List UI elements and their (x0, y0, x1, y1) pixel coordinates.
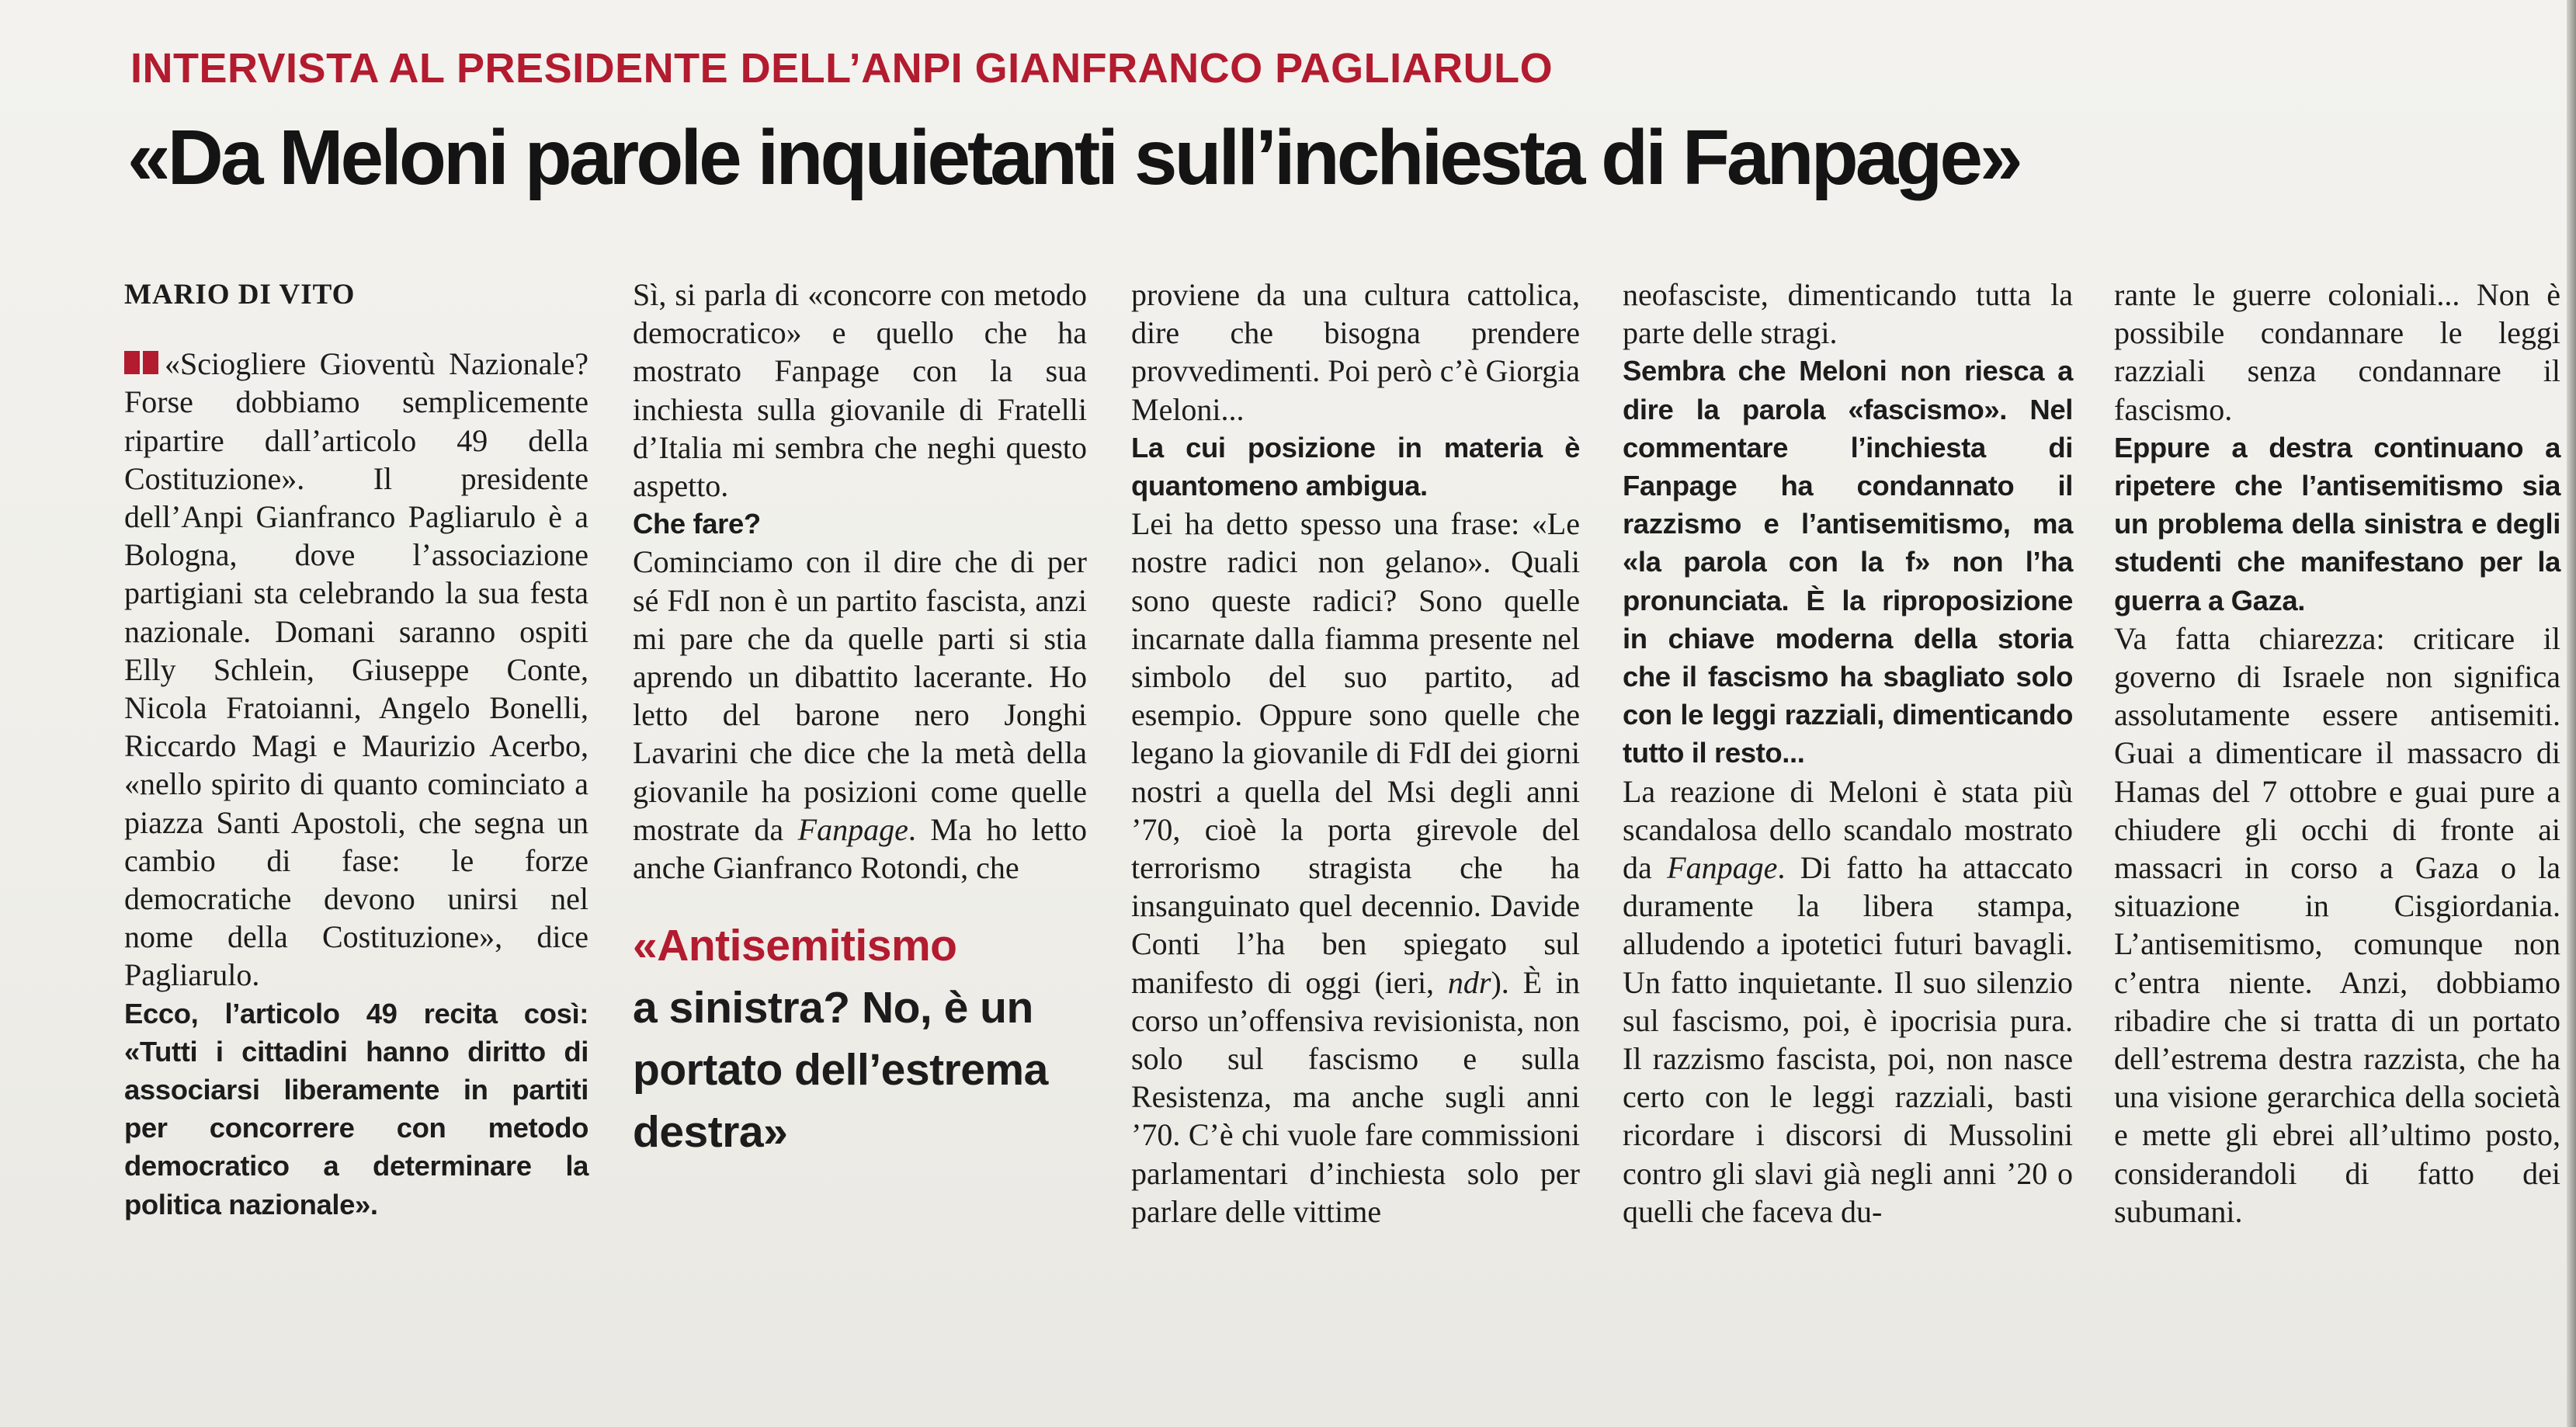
paragraph-text: . Ma ho letto anche Gianfranco Rotondi, che (633, 811, 1087, 886)
pull-quote-text: a sinistra? No, è un portato dell’estrema destra» (633, 983, 1048, 1158)
paragraph-text: La reazione di Meloni è stata più scandalosa dello scandalo mostrato da (1623, 773, 2073, 886)
paragraph-text: Lei ha detto spesso una frase: «Le nostre radici non gelano». Quali sono queste radici? Sono quelle incarnate dalla fiamma presente nel simbolo del suo partito, ad esempio. Oppure sono quelle che legano la giovanile di FdI dei giorni nostri a quella del Msi degli anni ’70, cioè la porta girevole del terrorismo stragista che ha insanguinato quel decennio. Davide Conti l’ha ben spiegato sul manifesto di oggi (ieri, (1131, 506, 1580, 1000)
paragraph-text: . Di fatto ha attaccato duramente la libera stampa, alludendo a ipotetici futuri bavagli. Un fatto inquietante. Il suo silenzio sul fascismo, poi, è ipocrisia pura. Il razzismo fascista, poi, non nasce certo con le leggi razziali, basti ricordare i discorsi di Mussolini contro gli slavi già negli anni ’20 o quelli che faceva du- (1623, 850, 2073, 1229)
paragraph (633, 543, 1087, 887)
paragraph-text: ). È in corso un’offensiva revisionista, non solo sul fascismo e sulla Resistenza, ma anche sugli anni ’70. C’è chi vuole fare commissioni parlamentari d’inchiesta solo per parlare delle vittime (1131, 964, 1580, 1229)
paragraph: proviene da una cultura cattolica, dire che bisogna prendere provvedimenti. Poi però c’è Giorgia Meloni... (1131, 277, 1581, 427)
interview-question: La cui posizione in materia è quantomeno ambigua. (1131, 431, 1580, 502)
page-edge-shadow (2567, 0, 2576, 1427)
paragraph (1623, 773, 2073, 1231)
interview-question: Ecco, l’articolo 49 recita così: «Tutti i cittadini hanno diritto di associarsi liberamente in partiti per concorrere con metodo democratico a determinare la politica nazionale». (124, 997, 588, 1220)
kicker: INTERVISTA AL PRESIDENTE DELL’ANPI GIANFRANCO PAGLIARULO (130, 45, 1554, 92)
article-column-5 (2114, 276, 2560, 1231)
paragraph (124, 345, 588, 994)
interview-question: Che fare? (633, 508, 761, 540)
interview-question: Sembra che Meloni non riesca a dire la parola «fascismo». Nel commentare l’inchiesta di Fanpage ha condannato il razzismo e l’antisemitismo, ma «la parola con la f» non l’ha pronunciata. È la riproposizione in chiave moderna della storia che il fascismo ha sbagliato solo con le leggi razziali, dimenticando tutto il resto... (1623, 355, 2073, 769)
paragraph: rante le guerre coloniali... Non è possibile condannare le leggi razziali senza condannare il fascismo. (2114, 277, 2560, 427)
paragraph-text: «Sciogliere Gioventù Nazionale? Forse dobbiamo semplicemente ripartire dall’articolo 49 della Costituzione». Il presidente dell’Anpi Gianfranco Pagliarulo è a Bologna, dove l’associazione partigiani sta celebrando la sua festa nazionale. Domani saranno ospiti Elly Schlein, Giuseppe Conte, Nicola Fratoianni, Angelo Bonelli, Riccardo Magi e Maurizio Acerbo, «nello spirito di quanto cominciato a piazza Santi Apostoli, che segna un cambio di fase: le forze democratiche devono unirsi nel nome della Costituzione», dice Pagliarulo. (124, 346, 588, 993)
paragraph: Sì, si parla di «concorre con metodo democratico» e quello che ha mostrato Fanpage con la sua inchiesta sulla giovanile di Fratelli d’Italia mi sembra che neghi questo aspetto. (633, 277, 1087, 504)
pull-quote-highlight: «Antisemitismo (633, 921, 957, 971)
byline: MARIO DI VITO (124, 279, 356, 311)
paragraph: Va fatta chiarezza: criticare il governo di Israele non significa assolutamente essere antisemiti. Guai a dimenticare il massacro di Hamas del 7 ottobre e guai pure a chiudere gli occhi di fronte ai massacri in corso a Gaza o la situazione in Cisgiordania. L’antisemitismo, comunque non c’entra niente. Anzi, dobbiamo ribadire che si tratta di un portato dell’estrema destra razzista, che ha una visione gerarchica della società e mette gli ebrei all’ultimo posto, considerandoli di fatto dei subumani. (2114, 620, 2560, 1229)
article-column-4 (1623, 276, 2073, 1231)
article-column-3 (1131, 276, 1580, 1231)
paragraph (1131, 505, 1580, 1231)
italic-text: Fanpage (1667, 850, 1778, 886)
italic-text: ndr (1447, 964, 1491, 1000)
article-column-2 (633, 276, 1087, 1163)
headline: «Da Meloni parole inquietanti sull’inchiesta di Fanpage» (127, 114, 2020, 201)
italic-text: Fanpage (797, 811, 908, 847)
paragraph-text: Cominciamo con il dire che di per sé FdI non è un partito fascista, anzi mi pare che da quelle parti si stia aprendo un dibattito lacerante. Ho letto del barone nero Jonghi Lavarini che dice che la metà della giovanile ha posizioni come quelle mostrate da (633, 544, 1087, 847)
pull-quote (633, 915, 1087, 1163)
section-mark-icon (124, 351, 160, 374)
article-column-1 (124, 276, 588, 1224)
paragraph: neofasciste, dimenticando tutta la parte delle stragi. (1623, 277, 2073, 351)
interview-question: Eppure a destra continuano a ripetere che l’antisemitismo sia un problema della sinistra e degli studenti che manifestano per la guerra a Gaza. (2114, 431, 2560, 616)
